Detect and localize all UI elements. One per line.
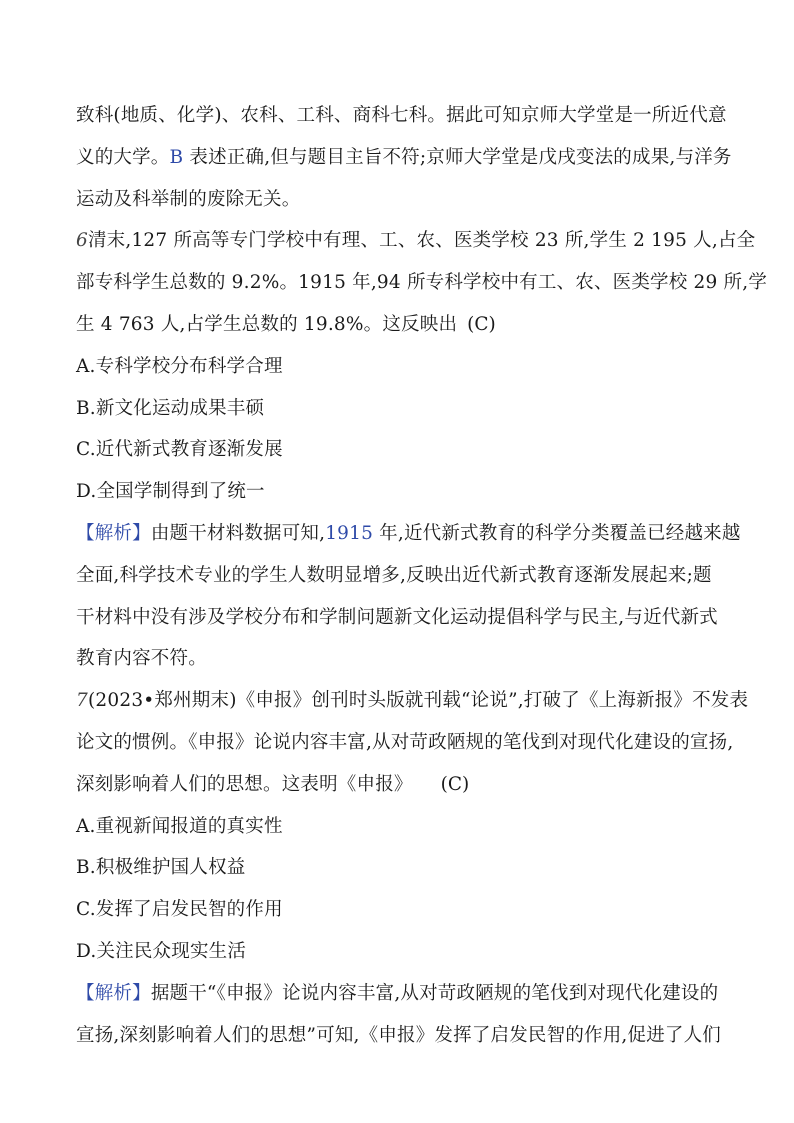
q6-analysis-text: 年,近代新式教育的科学分类覆盖已经越来越 bbox=[373, 522, 741, 544]
q6-stem-line-2: 部专科学生总数的 9.2%。1915 年,94 所专科学校中有工、农、医类学校 29 所,学 bbox=[76, 272, 768, 294]
q6-stem-line-1 bbox=[76, 220, 756, 262]
q7-number: 7 bbox=[76, 690, 88, 712]
q5-option-letter: B bbox=[169, 146, 184, 168]
q6-option-b: B.新文化运动成果丰硕 bbox=[76, 397, 265, 419]
q7-analysis-tag: 【解析】 bbox=[76, 982, 151, 1004]
q7-answer: (C) bbox=[440, 773, 470, 795]
q7-analysis-text: 据题干“《申报》论说内容丰富,从对苛政陋规的笔伐到对现代化建设的 bbox=[150, 982, 719, 1004]
q5-text-line-2 bbox=[76, 137, 732, 179]
q7-stem-text: (2023•郑州期末)《申报》创刊时头版就刊载“论说”,打破了《上海新报》不发表 bbox=[87, 690, 749, 712]
q7-option-d: D.关注民众现实生活 bbox=[76, 940, 247, 962]
q6-option-c: C.近代新式教育逐渐发展 bbox=[76, 439, 283, 461]
q6-option-d: D.全国学制得到了统一 bbox=[76, 481, 265, 503]
q6-analysis-line-4: 教育内容不符。 bbox=[76, 648, 207, 670]
q6-analysis-tag: 【解析】 bbox=[76, 522, 151, 544]
q7-analysis-line-2: 宣扬,深刻影响着人们的思想”可知,《申报》发挥了启发民智的作用,促进了人们 bbox=[76, 1024, 722, 1046]
q7-stem-line-2: 论文的惯例。《申报》论说内容丰富,从对苛政陋规的笔伐到对现代化建设的宣扬, bbox=[76, 731, 734, 753]
q6-number: 6 bbox=[76, 230, 88, 252]
q7-option-a: A.重视新闻报道的真实性 bbox=[76, 815, 283, 837]
q7-analysis-line-1 bbox=[76, 973, 726, 1015]
q6-stem-line-3 bbox=[76, 304, 726, 346]
q6-stem-text: 清末,127 所高等专门学校中有理、工、农、医类学校 23 所,学生 2 195 人,占全 bbox=[87, 230, 756, 252]
q6-analysis-line-2: 全面,科学技术专业的学生人数明显增多,反映出近代新式教育逐渐发展起来;题 bbox=[76, 564, 712, 586]
q7-stem-line-1 bbox=[76, 680, 749, 722]
q5-text-line-1: 致科(地质、化学)、农科、工科、商科七科。据此可知京师大学堂是一所近代意 bbox=[76, 105, 727, 126]
q6-analysis-text: 由题干材料数据可知, bbox=[150, 522, 326, 544]
q5-text-line-3: 运动及科举制的废除无关。 bbox=[76, 188, 301, 210]
q6-option-a: A.专科学校分布科学合理 bbox=[76, 355, 283, 377]
q6-analysis-line-3: 干材料中没有涉及学校分布和学制问题新文化运动提倡科学与民主,与近代新式 bbox=[76, 606, 718, 628]
q7-stem-line-3 bbox=[76, 764, 726, 806]
q7-option-b: B.积极维护国人权益 bbox=[76, 857, 246, 879]
q5-text-segment: 表述正确,但与题目主旨不符;京师大学堂是戊戌变法的成果,与洋务 bbox=[183, 146, 732, 168]
q7-stem-text: 深刻影响着人们的思想。这表明《申报》 bbox=[76, 773, 413, 795]
q7-option-c: C.发挥了启发民智的作用 bbox=[76, 899, 283, 921]
q5-text-segment: 义的大学。 bbox=[76, 146, 170, 168]
q6-stem-text: 生 4 763 人,占学生总数的 19.8%。这反映出 bbox=[76, 313, 458, 335]
document-page bbox=[76, 95, 768, 1056]
q6-analysis-line-1 bbox=[76, 513, 741, 555]
q6-answer: (C) bbox=[467, 313, 496, 335]
q6-analysis-year: 1915 bbox=[325, 522, 374, 544]
